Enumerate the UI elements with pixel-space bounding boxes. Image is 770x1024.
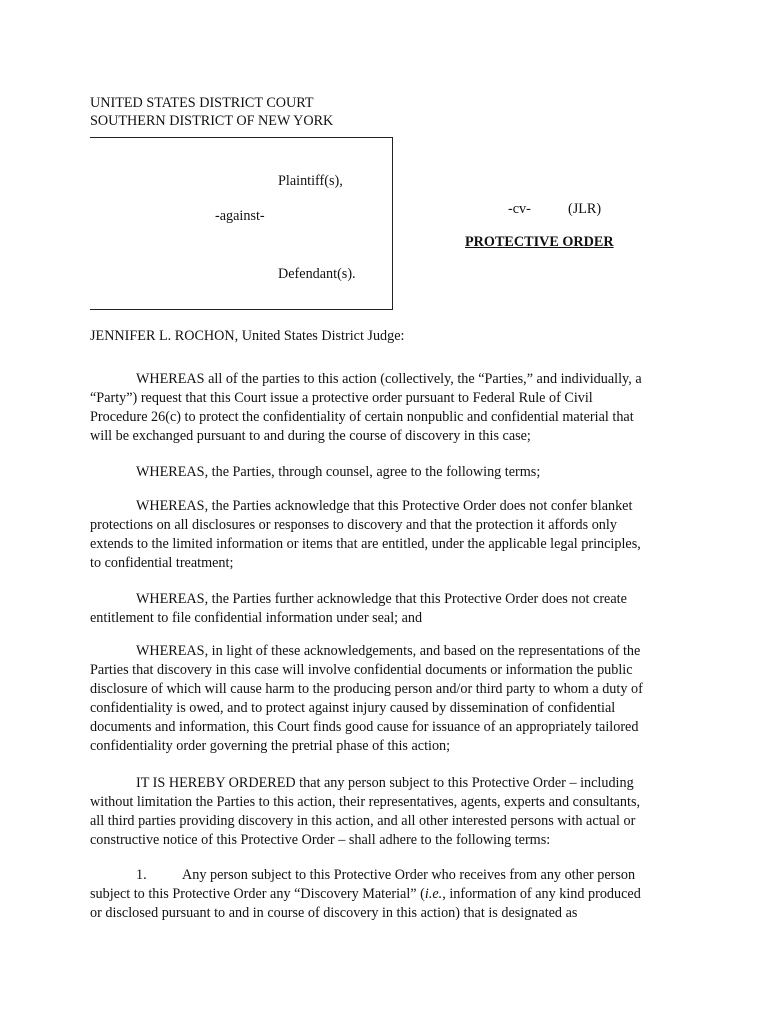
text-line: documents and information, this Court finds good cause for issuance of an appropriately tailored: [90, 719, 639, 735]
text-line: entitlement to file confidential information under seal; and: [90, 610, 423, 626]
text-line: Parties that discovery in this case will involve confidential documents or information the public: [90, 662, 633, 678]
paragraph-1: [90, 866, 685, 923]
text-line: WHEREAS, in light of these acknowledgements, and based on the representations of the: [136, 643, 641, 659]
judge-line: JENNIFER L. ROCHON, United States District Judge:: [90, 328, 405, 344]
text-line: WHEREAS, the Parties, through counsel, agree to the following terms;: [136, 464, 541, 480]
text-line: WHEREAS all of the parties to this action (collectively, the “Parties,” and individually, a: [136, 371, 642, 387]
text-segment: subject to this Protective Order any “Discovery Material” (: [90, 886, 425, 902]
text-line: [90, 885, 685, 904]
text-line: will be exchanged pursuant to and during the course of discovery in this case;: [90, 428, 531, 444]
against-label: -against-: [215, 208, 265, 224]
court-name: UNITED STATES DISTRICT COURT: [90, 95, 314, 111]
paragraph-number: 1.: [136, 867, 147, 883]
court-district: SOUTHERN DISTRICT OF NEW YORK: [90, 113, 334, 129]
text-line: WHEREAS, the Parties further acknowledge that this Protective Order does not create: [136, 591, 627, 607]
text-line: disclosure of which will cause harm to the producing person and/or third party to whom a duty of: [90, 681, 643, 697]
text-segment: , information of any kind produced: [442, 886, 641, 902]
paragraph-whereas-5: [90, 642, 685, 756]
text-line: Any person subject to this Protective Order who receives from any other person: [182, 867, 636, 883]
case-cv: -cv-: [508, 201, 531, 217]
case-judge-initials: (JLR): [568, 201, 602, 217]
text-line: extends to the limited information or items that are entitled, under the applicable legal principles,: [90, 536, 641, 552]
paragraph-whereas-3: [90, 497, 685, 573]
numbered-line: [90, 866, 685, 885]
defendant-label: Defendant(s).: [278, 266, 356, 282]
document-title: PROTECTIVE ORDER: [465, 234, 614, 250]
paragraph-whereas-2: [90, 463, 685, 482]
text-line: confidentiality order governing the pretrial phase of this action;: [90, 738, 451, 754]
text-line: protections on all disclosures or responses to discovery and that the protection it affords only: [90, 517, 617, 533]
italic-ie: i.e.: [424, 886, 443, 902]
text-line: or disclosed pursuant to and in course of discovery in this action) that is designated as: [90, 905, 578, 921]
paragraph-whereas-4: [90, 590, 685, 628]
paragraph-ordered: [90, 774, 685, 850]
text-line: to confidential treatment;: [90, 555, 234, 571]
text-line: IT IS HEREBY ORDERED that any person subject to this Protective Order – including: [136, 775, 634, 791]
text-line: constructive notice of this Protective Order – shall adhere to the following terms:: [90, 832, 551, 848]
plaintiff-label: Plaintiff(s),: [278, 173, 343, 189]
text-line: without limitation the Parties to this action, their representatives, agents, experts and consultants,: [90, 794, 641, 810]
text-line: all third parties providing discovery in this action, and all other interested persons with actual or: [90, 813, 636, 829]
text-line: “Party”) request that this Court issue a protective order pursuant to Federal Rule of Civil: [90, 390, 593, 406]
paragraph-whereas-1: [90, 370, 685, 446]
text-line: WHEREAS, the Parties acknowledge that this Protective Order does not confer blanket: [136, 498, 633, 514]
text-line: Procedure 26(c) to protect the confidentiality of certain nonpublic and confidential material that: [90, 409, 634, 425]
text-line: confidentiality is owed, and to protect against injury caused by dissemination of confidential: [90, 700, 616, 716]
